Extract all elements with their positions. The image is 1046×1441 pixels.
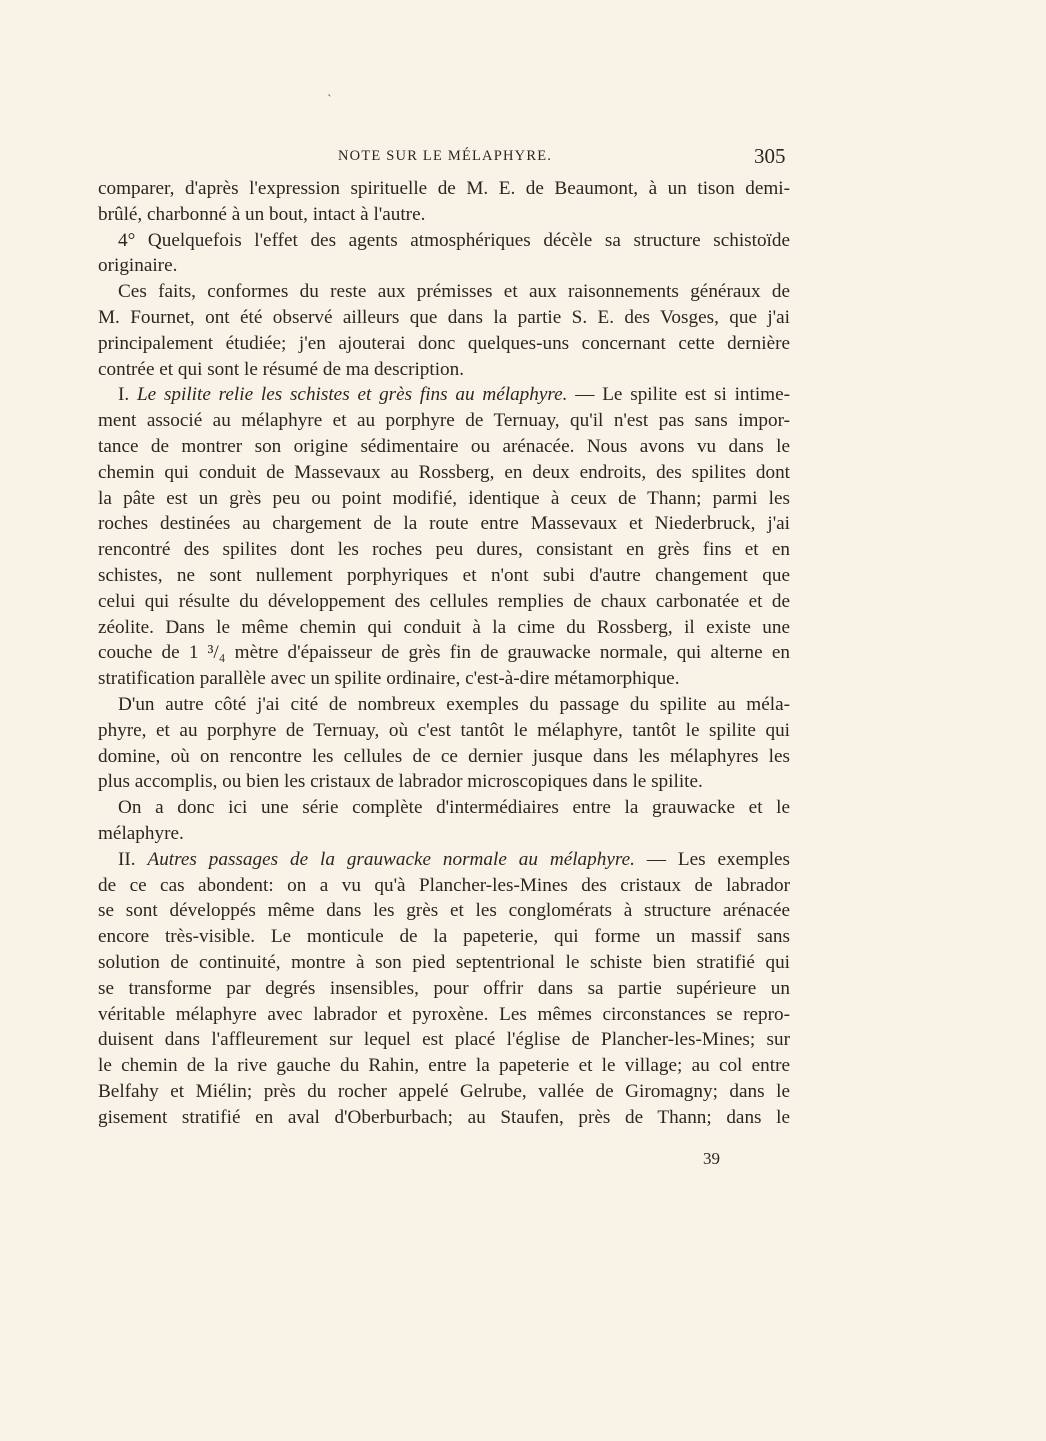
text-line: plus accomplis, ou bien les cristaux de labrador microscopiques dans le spilite. [98,771,703,793]
text-line: rencontré des spilites dont les roches peu dures, consistant en grès fins et en [98,539,790,561]
text-line: Belfahy et Miélin; près du rocher appelé Gelrube, vallée de Giromagny; dans le [98,1080,790,1102]
text-line: 4° Quelquefois l'effet des agents atmosphériques décèle sa structure schistoïde [118,229,790,251]
section-heading: Autres passages de la grauwacke normale au mélaphyre. [147,848,635,870]
text-line: Ces faits, conformes du reste aux prémisses et aux raisonnements généraux de [118,281,790,303]
text-line: originaire. [98,255,178,277]
text-line: de ce cas abondent: on a vu qu'à Plancher-les-Mines des cristaux de labrador [98,874,790,896]
text-line: celui qui résulte du développement des cellules remplies de chaux carbonatée et de [98,590,790,612]
section-heading: Le spilite relie les schistes et grès fins au mélaphyre. [136,384,568,406]
text-line: encore très-visible. Le monticule de la papeterie, qui forme un massif sans [98,926,790,948]
running-title: NOTE SUR LE MÉLAPHYRE. [338,148,553,164]
section-text: — Le spilite est si intime- [567,384,790,406]
text-line: M. Fournet, ont été observé ailleurs que dans la partie S. E. des Vosges, que j'ai [98,306,790,328]
text-line: schistes, ne sont nullement porphyriques et n'ont subi d'autre changement que [98,564,790,586]
text-line [98,847,790,873]
text-line: D'un autre côté j'ai cité de nombreux exemples du passage du spilite au méla- [118,693,790,715]
text-line: principalement étudiée; j'en ajouterai donc quelques-uns concernant cette dernière [98,332,790,354]
text-line: le chemin de la rive gauche du Rahin, entre la papeterie et le village; au col entre [98,1055,790,1077]
page-number: 305 [754,144,786,168]
text-line: comparer, d'après l'expression spirituelle de M. E. de Beaumont, à un tison demi- [98,178,790,199]
text-line: contrée et qui sont le résumé de ma description. [98,358,465,380]
text-line: véritable mélaphyre avec labrador et pyroxène. Les mêmes circonstances se repro- [98,1003,790,1025]
section-number: II. [118,848,148,870]
text-line: se sont développés même dans les grès et les conglomérats à structure arénacée [98,900,790,922]
text-line: On a donc ici une série complète d'intermédiaires entre la grauwacke et le [118,797,790,819]
text-line: solution de continuité, montre à son pied septentrional le schiste bien stratifié qui [98,951,790,973]
text-line: zéolite. Dans le même chemin qui conduit à la cime du Rossberg, il existe une [98,616,790,638]
text-line: couche de 1 ³/₄ mètre d'épaisseur de grès fin de grauwacke normale, qui alterne en [98,642,790,664]
text-line: la pâte est un grès peu ou point modifié, identique à ceux de Thann; parmi les [98,487,790,509]
page-header [0,144,1046,170]
text-line: gisement stratifié en aval d'Oberburbach; au Staufen, près de Thann; dans le [98,1106,790,1128]
body-text [98,176,790,1130]
text-line: chemin qui conduit de Massevaux au Rossberg, en deux endroits, des spilites dont [98,461,790,483]
print-speck: ˋ [327,93,332,108]
text-line: tance de montrer son origine sédimentaire ou arénacée. Nous avons vu dans le [98,435,790,457]
text-line: ment associé au mélaphyre et au porphyre de Ternuay, qu'il n'est pas sans impor- [98,410,790,432]
text-line: se transforme par degrés insensibles, pour offrir dans sa partie supérieure un [98,977,790,999]
text-line: roches destinées au chargement de la route entre Massevaux et Niederbruck, j'ai [98,513,790,535]
section-text: — Les exemples [634,848,790,870]
text-line: domine, où on rencontre les cellules de ce dernier jusque dans les mélaphyres les [98,745,790,767]
text-line: duisent dans l'affleurement sur lequel est placé l'église de Plancher-les-Mines; sur [98,1029,790,1051]
text-line: stratification parallèle avec un spilite ordinaire, c'est-à-dire métamorphique. [98,668,680,690]
signature-mark: 39 [703,1149,720,1168]
text-line: mélaphyre. [98,822,184,844]
section-number: I. [118,384,137,406]
text-line [98,382,790,408]
text-line: brûlé, charbonné à un bout, intact à l'autre. [98,203,426,225]
text-line: phyre, et au porphyre de Ternuay, où c'est tantôt le mélaphyre, tantôt le spilite qui [98,719,790,741]
